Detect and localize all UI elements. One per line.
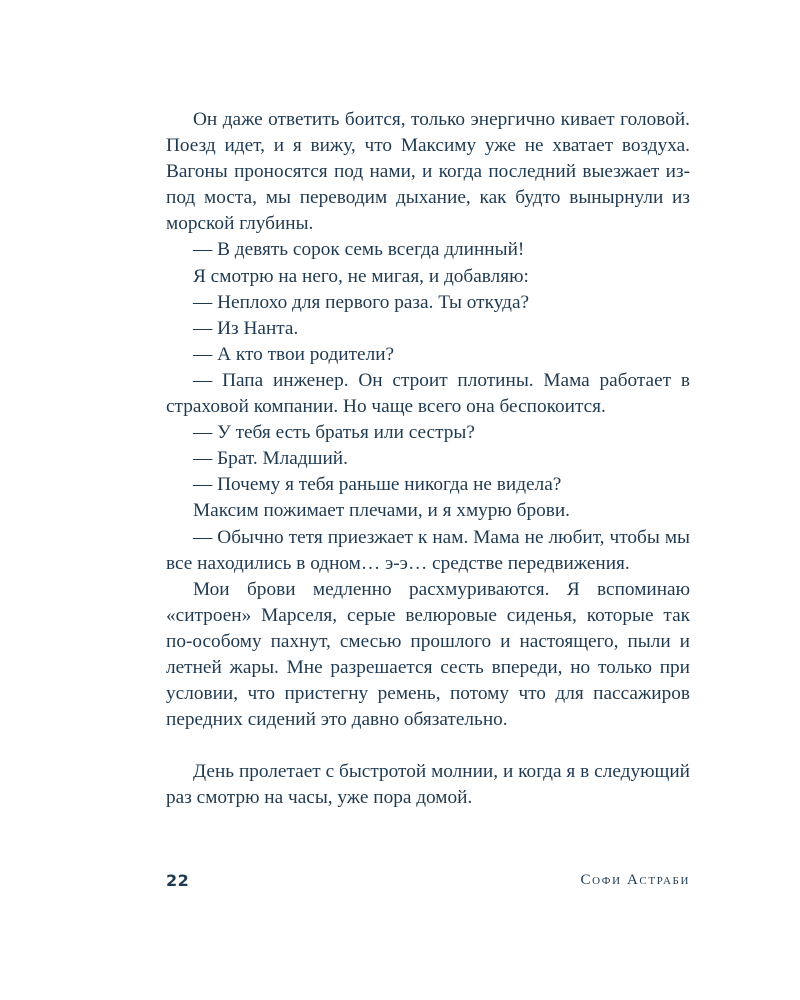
page-footer [166, 871, 690, 895]
paragraph: — Из Нанта. [193, 317, 299, 339]
paragraph: День пролетает с быстротой молнии, и когда я в следующий раз смотрю на часы, уже пора домой. [166, 761, 690, 809]
paragraph: Он даже ответить боится, только энергично кивает головой. Поезд идет, и я вижу, что Максиму уже не хватает воздуха. Вагоны проносятся под нами, и когда последний выезжает из-под моста, мы переводим дыхание, как будто вынырнули из морской глубины. [166, 109, 690, 235]
paragraph: — А кто твои родители? [193, 343, 395, 365]
paragraph: — Почему я тебя раньше никогда не видела? [193, 474, 562, 496]
paragraph: — В девять сорок семь всегда длинный! [193, 239, 525, 261]
page-body [166, 107, 690, 811]
paragraph: — Папа инженер. Он строит плотины. Мама работает в страховой компании. Но чаще всего она беспокоится. [166, 369, 690, 418]
page-number: 22 [166, 871, 190, 890]
running-head-author: Софи Астраби [580, 872, 690, 888]
paragraph: Максим пожимает плечами, и я хмурю брови. [193, 500, 570, 522]
paragraph: — Неплохо для первого раза. Ты откуда? [193, 291, 530, 313]
paragraph: Мои брови медленно расхмуриваются. Я вспоминаю «ситроен» Марселя, серые велюровые сиденья, которые так по-особому пахнут, смесью прошлого и настоящего, пыли и летней жары. Мне разрешается сесть впереди, но только при условии, что пристегну ремень, потому что для пассажиров передних сидений это давно обязательно. [166, 578, 690, 731]
paragraph: — У тебя есть братья или сестры? [193, 422, 475, 444]
section-break [166, 733, 690, 759]
paragraph: — Брат. Младший. [193, 448, 348, 470]
paragraph: Я смотрю на него, не мигая, и добавляю: [193, 265, 529, 287]
paragraph: — Обычно тетя приезжает к нам. Мама не любит, чтобы мы все находились в одном… э-э… средстве передвижения. [166, 526, 690, 574]
